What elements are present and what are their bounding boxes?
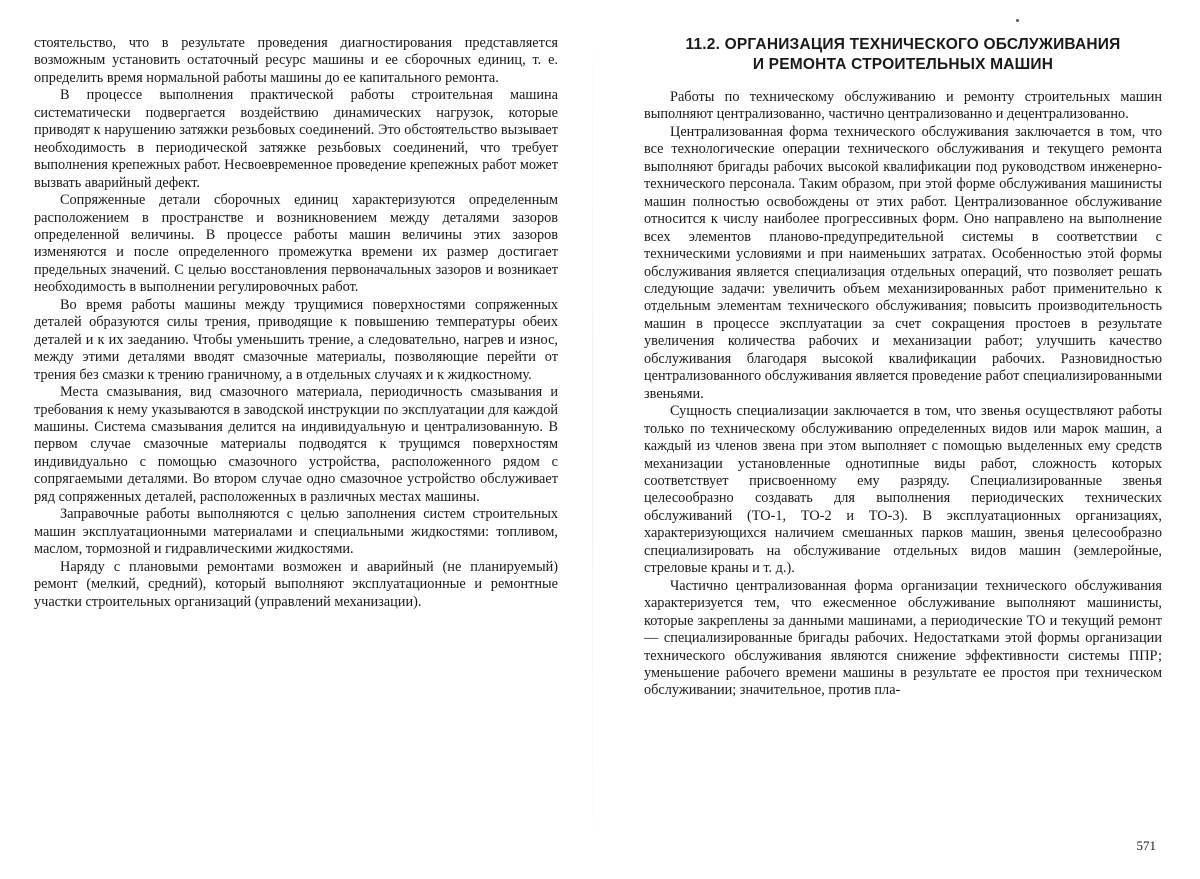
right-paragraph-4: Частично централизованная форма организации технического обслуживания характеризуется тем, что ежесменное обслуживание выполняют машинисты, которые закреплены за данными машинами, а периодические ТО и текущий ремонт — специализированные бригады рабочих. Недостатками этой формы организации технического обслуживания являются снижение эффективности системы ППР; уменьшение рабочего времени машины в результате ее простоя при техническом обслуживании; значительное, против пла- (644, 577, 1162, 699)
left-text-column (34, 35, 558, 611)
right-paragraph-2: Централизованная форма технического обслуживания заключается в том, что все технологические операции технического обслуживания и текущего ремонта выполняют бригады рабочих высокой квалификации под руководством инженерно-технического персонала. Таким образом, при этой форме обслуживания машинисты машин полностью освобождены от этих работ. Централизованное обслуживание относится к числу наиболее прогрессивных форм. Оно направлено на выполнение всех элементов планово-предупредительной системы в соответствии с техническими условиями и при наименьших затратах. Особенностью этой формы обслуживания является специализация отдельных операций, что позволяет решать следующие задачи: увеличить объем механизированных работ применительно к отдельным элементам технического обслуживания; повысить производительность машин в процессе эксплуатации за счет сокращения простоев в результате увеличения количества рабочих и механизации работ; улучшить качество обслуживания благодаря высокой квалификации рабочих. Разновидностью централизованного обслуживания является проведение работ специализированными звеньями. (644, 123, 1162, 402)
left-paragraph-7: Наряду с плановыми ремонтами возможен и аварийный (не планируемый) ремонт (мелкий, средний), который выполняют эксплуатационные и ремонтные участки строительных организаций (управлений механизации). (34, 558, 558, 610)
section-heading (644, 35, 1162, 75)
right-paragraph-1: Работы по техническому обслуживанию и ремонту строительных машин выполняют централизованно, частично централизованно и децентрализованно. (644, 89, 1162, 123)
right-paragraph-3: Сущность специализации заключается в том, что звенья осуществляют работы только по техническому обслуживанию определенных видов или марок машин, а каждый из членов звена при этом выполняет с помощью выделенных ему средств механизации установленные однотипные виды работ, сложность которых соответствует присвоенному ему разряду. Специализированные звенья целесообразно создавать для выполнения периодических технических обслуживаний (ТО-1, ТО-2 и ТО-3). В эксплуатационных организациях, характеризующихся наличием смешанных парков машин, звенья целесообразно специализировать на обслуживание отдельных видов машин (землеройные, стреловые краны и т. д.). (644, 403, 1162, 577)
section-heading-line-2: И РЕМОНТА СТРОИТЕЛЬНЫХ МАШИН (752, 56, 1054, 73)
left-paragraph-3: Сопряженные детали сборочных единиц характеризуются определенным расположением в пространстве и возникновением между деталями зазоров определенной величины. В процессе работы машин величины этих зазоров изменяются и после определенного промежутка времени их размер достигает предельных значений. С целью восстановления первоначальных зазоров и возникает необходимость в выполнении регулировочных работ. (34, 192, 558, 296)
left-paragraph-2: В процессе выполнения практической работы строительная машина систематически подвергается воздействию динамических нагрузок, которые приводят к нарушению затяжки резьбовых соединений. Это обстоятельство вызывает необходимость в периодической затяжке резьбовых соединений, что требует выполнения крепежных работ. Несвоевременное проведение крепежных работ может вызвать аварийный дефект. (34, 87, 558, 191)
scan-speck (1016, 19, 1019, 22)
section-heading-line-1: 11.2. ОРГАНИЗАЦИЯ ТЕХНИЧЕСКОГО ОБСЛУЖИВАНИЯ (685, 36, 1121, 53)
page-number: 571 (1136, 838, 1156, 853)
page-gutter (592, 0, 593, 879)
right-text-column (644, 35, 1162, 700)
left-paragraph-6: Заправочные работы выполняются с целью заполнения систем строительных машин эксплуатационными материалами и специальными жидкостями: топливом, маслом, тормозной и гидравлическими жидкостями. (34, 506, 558, 558)
left-paragraph-5: Места смазывания, вид смазочного материала, периодичность смазывания и требования к нему указываются в заводской инструкции по эксплуатации для каждой машины. Система смазывания делится на индивидуальную и централизованную. В первом случае смазочные материалы подводятся к трущимся поверхностям индивидуально с помощью смазочного устройства, расположенного рядом с сопрягаемыми деталями. Во втором случае одно смазочное устройство обслуживает ряд сопряженных деталей, расположенных в различных местах машины. (34, 384, 558, 505)
left-paragraph-4: Во время работы машины между трущимися поверхностями сопряженных деталей образуются силы трения, приводящие к повышению температуры обеих деталей и к их заеданию. Чтобы уменьшить трение, а следовательно, нагрев и износ, между этими деталями вводят смазочные материалы, позволяющие перейти от трения без смазки к трению граничному, а в отдельных случаях и к жидкостному. (34, 296, 558, 383)
left-paragraph-1: стоятельство, что в результате проведения диагностирования представляется возможным установить остаточный ресурс машины и ее сборочных единиц, т. е. определить время нормальной работы машины до ее капитального ремонта. (34, 35, 558, 86)
